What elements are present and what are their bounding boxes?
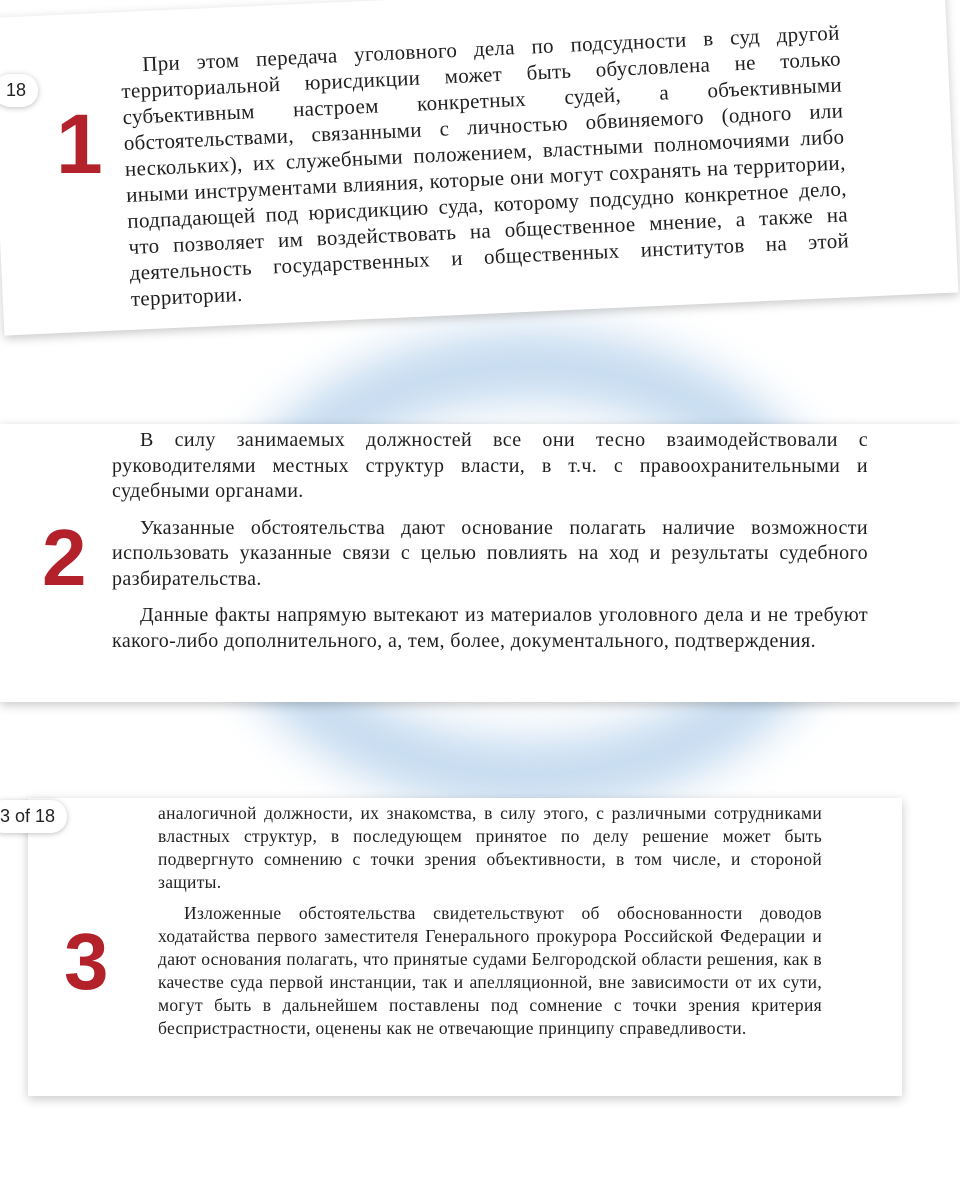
excerpt-3-paragraph: аналогичной должности, их знакомства, в силу этого, с различными сотрудниками властных структур, в последующем принятое по делу решение может быть подвергнуто сомнению с точки зрения объективности, в том числе, и стороной защиты. (158, 803, 822, 892)
document-excerpt-1 (0, 0, 958, 336)
excerpt-1-paragraph: При этом передача уголовного дела по подсудности в суд другой территориальной юрисдикции может быть обусловлена не только субъективным настроем конкретных судей, а объективными обстоятельствами, связанными с личностью обвиняемого (одного или нескольких), их служебными положением, властными полномочиями либо иными инструментами влияния, которые они могут сохранять на территории, подпадающей под юрисдикцию суда, которому подсудно конкретное дело, что позволяет им воздействовать на общественное мнение, а также на деятельность государственных и общественных институтов на этой территории. (120, 20, 850, 311)
excerpt-2-paragraph: Данные факты напрямую вытекают из материалов уголовного дела и не требуют какого-либо дополнительного, а, тем, более, документального, подтверждения. (112, 604, 868, 652)
document-excerpt-2 (0, 424, 960, 702)
excerpt-1-text (120, 19, 851, 311)
document-excerpt-3 (28, 798, 902, 1096)
page-counter-badge-1: 18 (0, 74, 38, 107)
excerpt-2-paragraph: В силу занимаемых должностей все они тесно взаимодействовали с руководителями местных структур власти, в т.ч. с правоохранительными и судебными органами. (112, 429, 868, 502)
excerpt-2-paragraph: Указанные обстоятельства дают основание полагать наличие возможности использовать указанные связи с целью повлиять на ход и результаты судебного разбирательства. (112, 516, 868, 590)
excerpt-2-text (112, 428, 868, 665)
excerpt-3-paragraph: Изложенные обстоятельства свидетельствуют об обоснованности доводов ходатайства первого заместителя Генерального прокурора Российской Федерации и дают основания полагать, что принятые судами Белгородской области решения, как в качестве суда первой инстанции, так и апелляционной, вне зависимости от их сути, могут быть в дальнейшем поставлены под сомнение с точки зрения критерия беспристрастности, оценены как не отвечающие принципу справедливости. (158, 903, 822, 1038)
excerpt-3-text (158, 802, 822, 1048)
section-number-3: 3 (64, 917, 109, 1006)
page-counter-badge-3: 3 of 18 (0, 800, 67, 833)
section-number-2: 2 (42, 513, 87, 602)
section-number-1: 1 (56, 97, 103, 191)
